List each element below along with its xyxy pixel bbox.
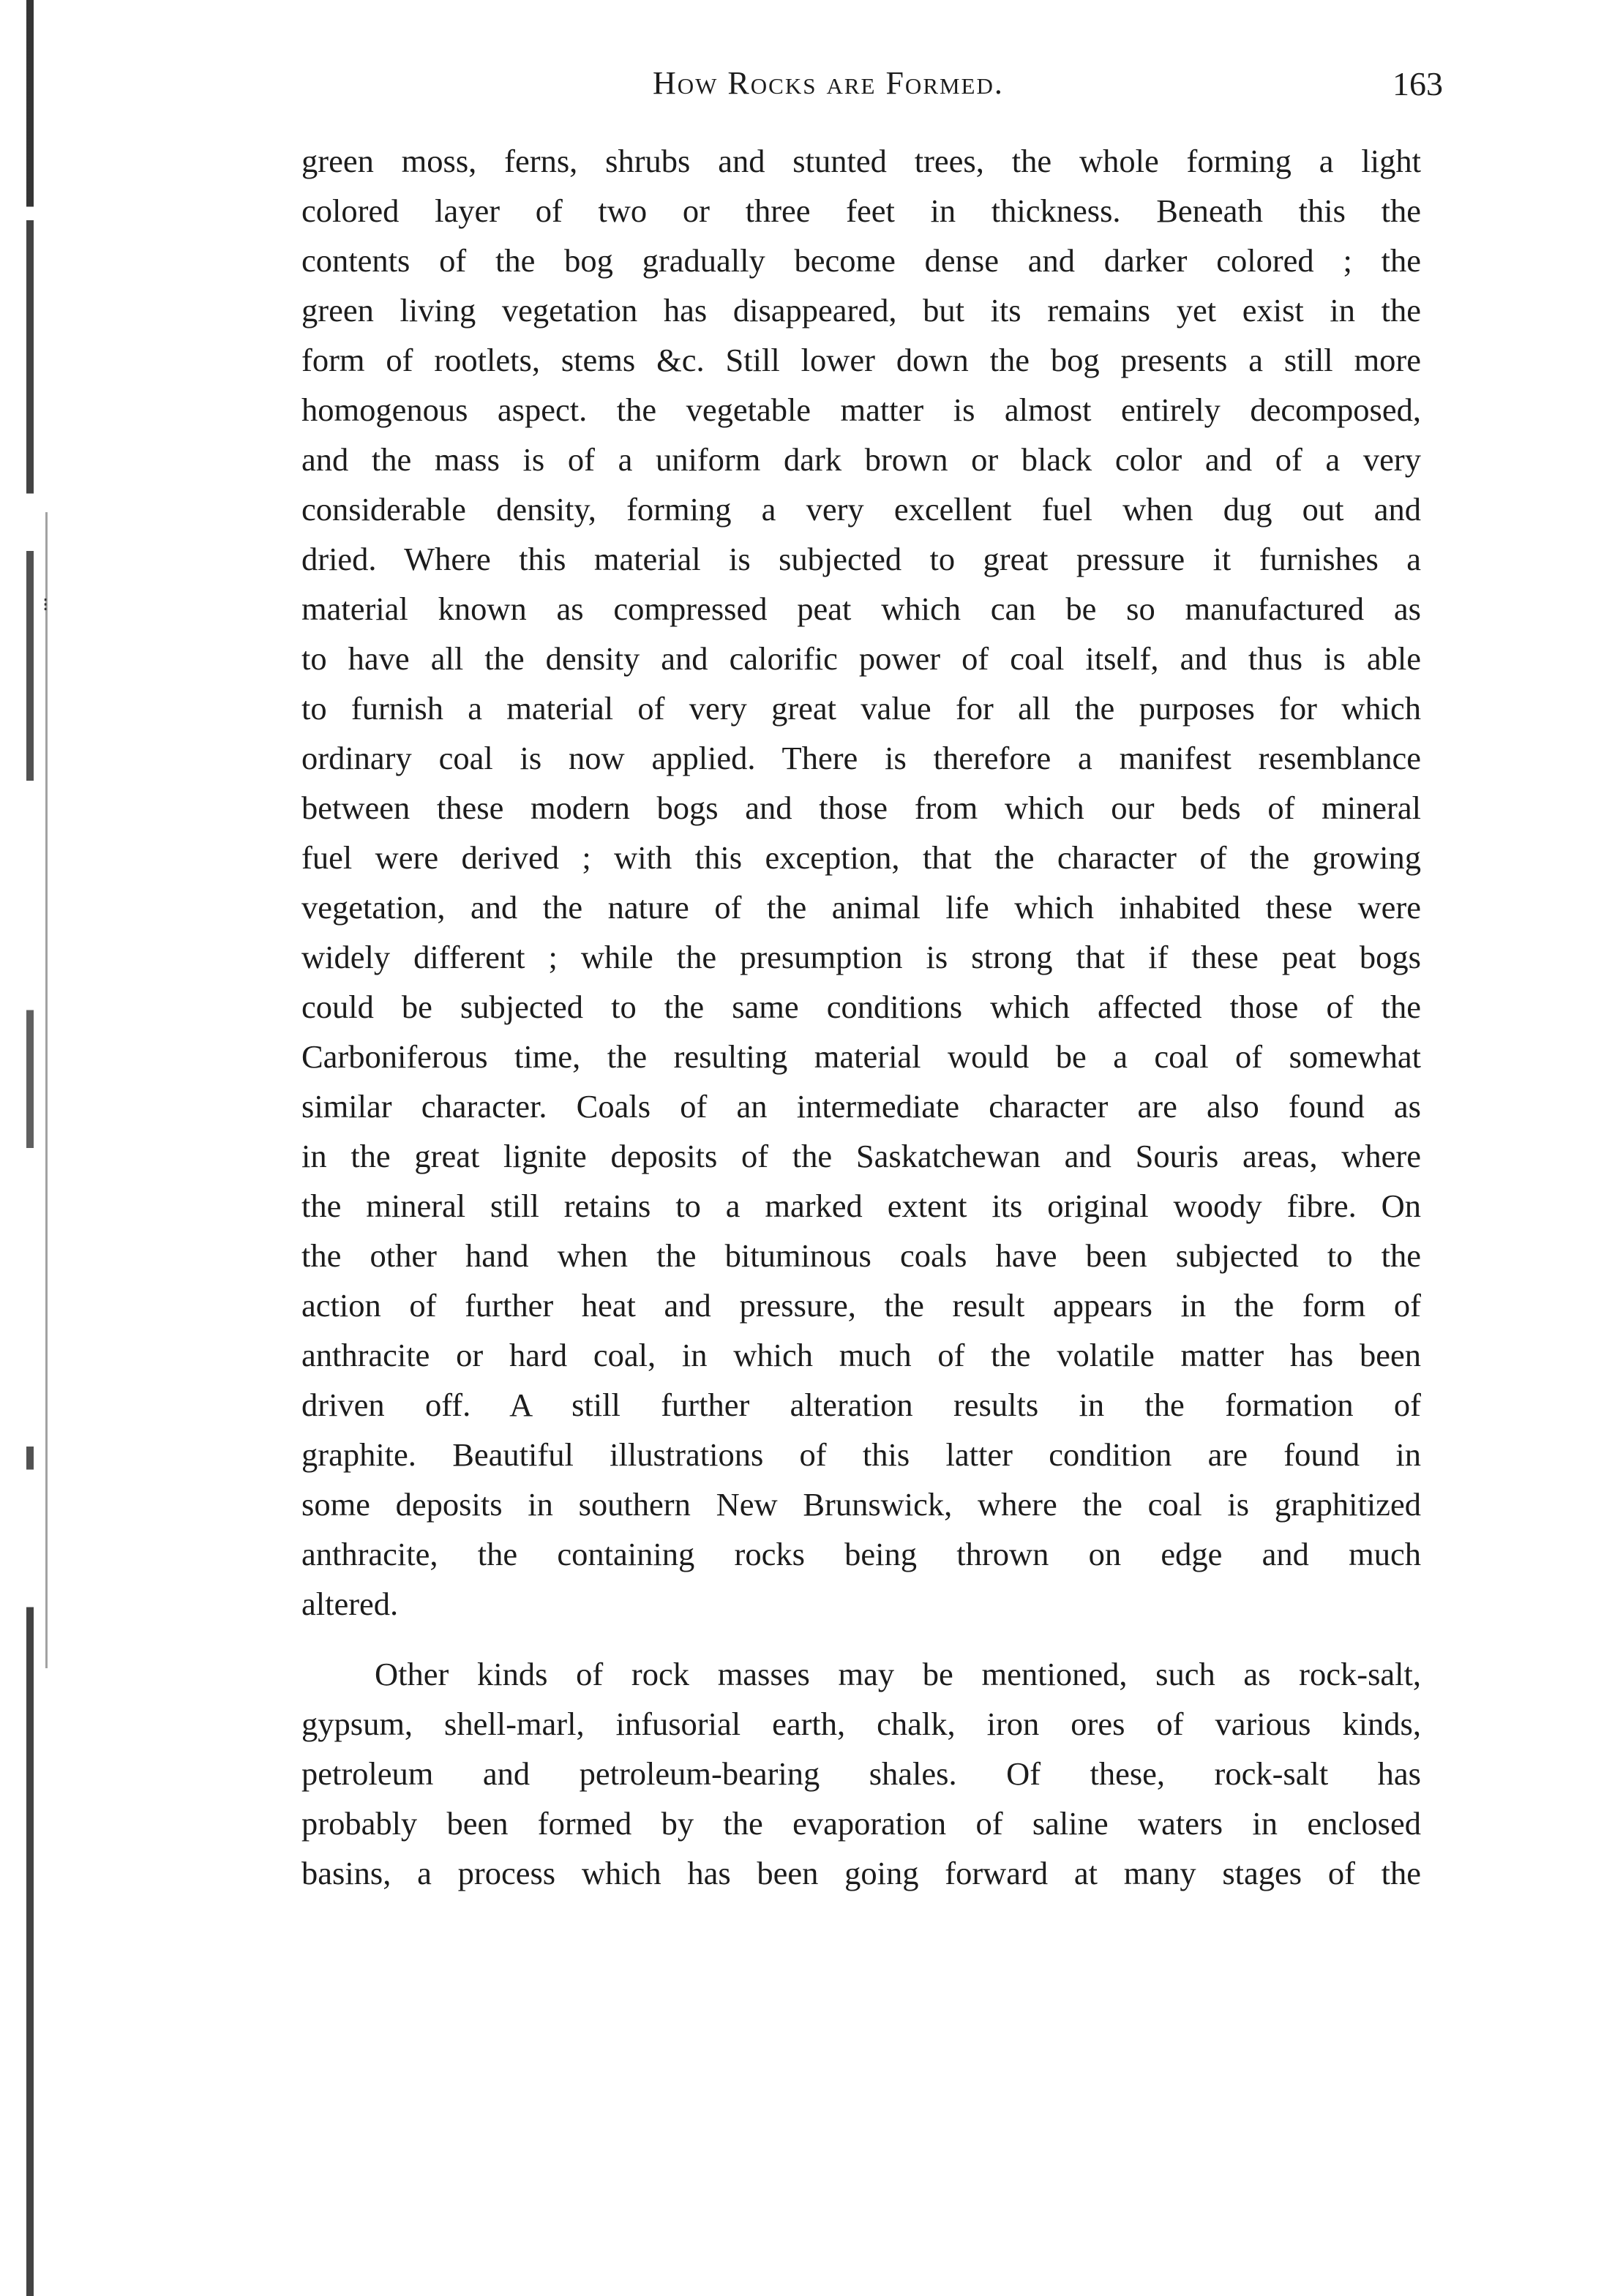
text-line: anthracite or hard coal, in which much of the volatile matter has been [301, 1337, 1421, 1373]
text-line: to furnish a material of very great value for all the purposes for which [301, 690, 1421, 727]
text-line: green living vegetation has disappeared, but its remains yet exist in the [301, 292, 1421, 329]
page-number: 163 [1392, 65, 1443, 102]
text-line: action of further heat and pressure, the result appears in the form of [301, 1287, 1421, 1324]
text-line: between these modern bogs and those from which our beds of mineral [301, 789, 1421, 826]
text-line: the mineral still retains to a marked extent its original woody fibre. On [301, 1188, 1421, 1224]
text-line: dried. Where this material is subjected to great pressure it furnishes a [301, 541, 1421, 577]
text-line: considerable density, forming a very excellent fuel when dug out and [301, 491, 1421, 528]
text-line: material known as compressed peat which can be so manufactured as [301, 590, 1421, 627]
text-line: similar character. Coals of an intermediate character are also found as [301, 1088, 1421, 1125]
text-line: fuel were derived ; with this exception, that the character of the growing [301, 839, 1421, 876]
text-line: altered. [301, 1586, 399, 1622]
text-line: homogenous aspect. the vegetable matter is almost entirely decomposed, [301, 391, 1421, 428]
binding-edge-shadow [26, 0, 34, 2296]
text-line: widely different ; while the presumption is strong that if these peat bogs [301, 939, 1421, 975]
text-line: some deposits in southern New Brunswick, where the coal is graphitized [301, 1486, 1421, 1523]
body-text [301, 136, 1421, 1898]
binding-edge-line [45, 512, 48, 1668]
text-line: to have all the density and calorific power of coal itself, and thus is able [301, 640, 1421, 677]
text-line: vegetation, and the nature of the animal life which inhabited these were [301, 889, 1421, 926]
running-head [301, 64, 1443, 108]
text-line: basins, a process which has been going forward at many stages of the [301, 1855, 1421, 1891]
text-line: graphite. Beautiful illustrations of this latter condition are found in [301, 1436, 1421, 1473]
text-line: the other hand when the bituminous coals have been subjected to the [301, 1237, 1421, 1274]
text-line: ordinary coal is now applied. There is therefore a manifest resemblance [301, 740, 1421, 776]
text-line: and the mass is of a uniform dark brown or black color and of a very [301, 441, 1421, 478]
text-line: green moss, ferns, shrubs and stunted trees, the whole forming a light [301, 143, 1421, 179]
text-line: probably been formed by the evaporation of saline waters in enclosed [301, 1805, 1421, 1842]
text-line: anthracite, the containing rocks being thrown on edge and much [301, 1536, 1421, 1572]
paragraph-gap [301, 1629, 1421, 1649]
text-line: colored layer of two or three feet in thickness. Beneath this the [301, 192, 1421, 229]
paragraph-1 [301, 136, 1421, 1629]
text-line: petroleum and petroleum-bearing shales. Of these, rock-salt has [301, 1755, 1421, 1792]
margin-smudge: ⁝ [42, 594, 49, 615]
text-line: Other kinds of rock masses may be mentioned, such as rock-salt, [375, 1656, 1421, 1692]
text-line: in the great lignite deposits of the Saskatchewan and Souris areas, where [301, 1138, 1421, 1174]
paragraph-2 [301, 1649, 1421, 1898]
running-title: How Rocks are Formed. [653, 65, 1004, 101]
text-line: gypsum, shell-marl, infusorial earth, chalk, iron ores of various kinds, [301, 1706, 1421, 1742]
text-line: could be subjected to the same conditions which affected those of the [301, 988, 1421, 1025]
text-line: contents of the bog gradually become dense and darker colored ; the [301, 242, 1421, 279]
text-line: driven off. A still further alteration results in the formation of [301, 1387, 1421, 1423]
text-line: form of rootlets, stems &c. Still lower down the bog presents a still more [301, 342, 1421, 378]
text-line: Carboniferous time, the resulting material would be a coal of somewhat [301, 1038, 1421, 1075]
